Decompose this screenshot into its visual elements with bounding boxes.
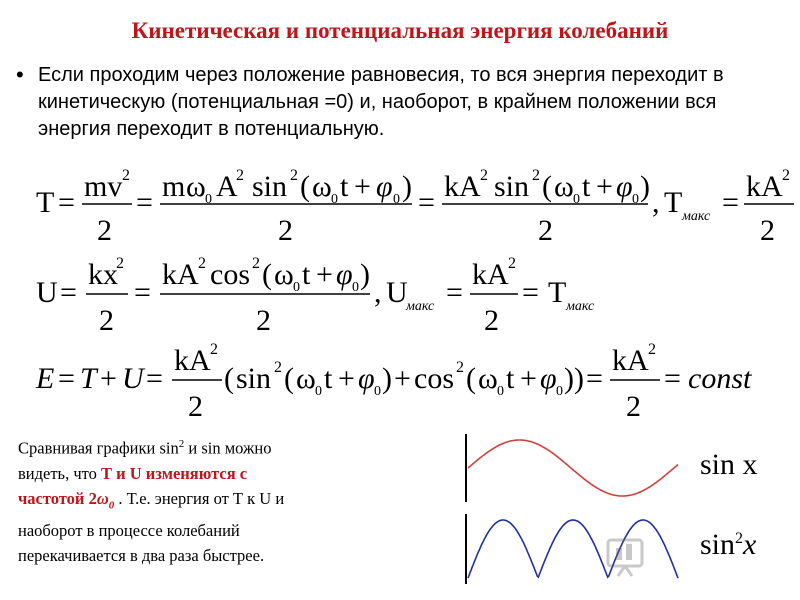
slide-title: Кинетическая и потенциальная энергия колебаний (131, 18, 669, 43)
eq1-frac3-num (444, 167, 650, 207)
explanation-line-1 (18, 432, 438, 461)
eq1-mv: mv (84, 170, 123, 203)
eq1-omega2: ω (312, 170, 332, 203)
eq3-plus4: + (520, 362, 537, 395)
eq3-omega2: ω (478, 362, 498, 395)
eq1-A-sup: 2 (236, 167, 244, 184)
eq1-sin3-sup: 2 (532, 167, 540, 184)
eq3-sin-sup: 2 (274, 359, 282, 376)
sin2-label-a: sin (700, 528, 736, 561)
eq3-cos-sup: 2 (456, 359, 464, 376)
eq1-m: m (162, 170, 186, 203)
eq1-eq4: = (722, 186, 739, 219)
eq1-T: T (36, 186, 55, 219)
equation-row-2 (36, 255, 595, 337)
eq2-Tmax: T (548, 276, 567, 309)
eq2-eq1: = (60, 276, 77, 309)
eq1-t3: t (582, 170, 591, 203)
bullet-dot-icon: • (16, 62, 24, 87)
eq2-kA2-sup: 2 (508, 255, 516, 272)
eq1-paren3-open: ( (542, 170, 552, 203)
sin-curve (468, 440, 678, 496)
eq2-t: t (302, 258, 311, 291)
eq3-p1-close: ) (382, 362, 392, 395)
eq1-eq1: = (58, 186, 75, 219)
eq2-eq2: = (134, 276, 151, 309)
sin2-label-b: x (743, 528, 757, 561)
eq1-frac1-den: 2 (97, 214, 112, 247)
equation-row-3 (35, 341, 752, 423)
eq3-eq2: = (146, 362, 163, 395)
eq1-paren-close: ) (402, 170, 412, 203)
eq3-phi1: φ (358, 362, 375, 395)
eq2-paren-open: ( (262, 258, 272, 291)
eq3-sin: sin (236, 362, 272, 395)
eq1-A: A (216, 170, 238, 203)
eq2-kx-sup: 2 (116, 255, 124, 272)
eq1-sin-sup: 2 (290, 167, 298, 184)
eq3-p1-open: ( (284, 362, 294, 395)
eq1-omega2-sub: 0 (331, 192, 338, 207)
eq1-frac3-den: 2 (538, 214, 553, 247)
eq3-phi2: φ (540, 362, 557, 395)
eq1-omega-sub: 0 (205, 192, 212, 207)
eq3-plus1: + (100, 362, 117, 395)
eq3-cos: cos (414, 362, 454, 395)
eq3-t1: t (324, 362, 333, 395)
explanation-line-1b: и sin можно (184, 438, 272, 458)
eq3-kA-sup: 2 (210, 341, 218, 358)
eq3-frac1-den: 2 (188, 390, 203, 423)
eq2-kA-sup: 2 (198, 255, 206, 272)
eq3-kA: kA (174, 344, 211, 377)
eq3-eq4: = (664, 362, 681, 395)
eq1-paren-open: ( (300, 170, 310, 203)
eq1-t: t (340, 170, 349, 203)
eq3-omega2-sub: 0 (497, 384, 504, 399)
eq2-frac2-num (162, 255, 370, 295)
eq1-sin: sin (252, 170, 288, 203)
eq1-frac4-den: 2 (760, 214, 775, 247)
equation-row-1 (36, 167, 794, 247)
explanation-line-5: перекачивается в два раза быстрее. (18, 545, 265, 565)
eq1-phi3: φ (616, 170, 633, 203)
eq1-sin3: sin (494, 170, 530, 203)
eq1-phi-sub: 0 (393, 192, 400, 207)
eq2-frac1-den: 2 (99, 304, 114, 337)
eq1-frac2-den: 2 (278, 214, 293, 247)
eq2-kx: kx (88, 258, 118, 291)
eq2-eq4: = (522, 276, 539, 309)
eq2-omega-sub: 0 (293, 280, 300, 295)
sin2-label-sup: 2 (735, 530, 744, 547)
eq1-kA-sup: 2 (480, 167, 488, 184)
eq2-kA2: kA (472, 258, 509, 291)
explanation-line-1a: Сравнивая графики sin (18, 438, 179, 458)
eq2-comma: , (374, 276, 382, 309)
eq3-t2: t (506, 362, 515, 395)
eq2-kA: kA (162, 258, 199, 291)
eq2-U: U (36, 276, 58, 309)
explanation-line-1-sup: 2 (178, 438, 185, 450)
explanation-line-2a: видеть, что (18, 463, 101, 483)
eq2-Umax: U (386, 276, 408, 309)
eq3-phi2-sub: 0 (556, 384, 563, 399)
eq1-omega3-sub: 0 (573, 192, 580, 207)
eq1-phi3-sub: 0 (632, 192, 639, 207)
eq2-cos-sup: 2 (252, 255, 260, 272)
eq1-mv-sup: 2 (122, 167, 130, 184)
eq2-omega: ω (274, 258, 294, 291)
presentation-watermark-icon (604, 532, 794, 580)
eq3-eq1: = (58, 362, 75, 395)
eq3-p2-open: ( (466, 362, 476, 395)
eq1-kA: kA (444, 170, 481, 203)
eq3-plus3: + (394, 362, 411, 395)
eq2-cos: cos (210, 258, 250, 291)
explanation-text (18, 432, 438, 568)
eq1-eq2: = (136, 186, 153, 219)
eq1-omega3: ω (554, 170, 574, 203)
eq3-big-paren-open: ( (224, 362, 234, 395)
eq2-phi-sub: 0 (352, 280, 359, 295)
explanation-line-3 (18, 486, 438, 518)
explanation-line-2-red: Т и U изменяются с (101, 463, 248, 483)
eq1-paren3-close: ) (640, 170, 650, 203)
eq2-plus: + (316, 258, 333, 291)
eq3-big-paren-close: ) (574, 362, 584, 395)
eq3-T: T (80, 362, 97, 395)
eq3-plus2: + (338, 362, 355, 395)
explanation-line-2 (18, 461, 438, 486)
eq2-paren-close: ) (360, 258, 370, 291)
explanation-line-3b: . Т.е. энергия от Т к U и (114, 488, 285, 508)
eq1-Tmax-sub: макс (682, 209, 711, 224)
eq1-plus: + (354, 170, 371, 203)
eq2-Tmax-sub: макс (566, 299, 595, 314)
eq3-kA2: kA (612, 344, 649, 377)
eq2-phi: φ (336, 258, 353, 291)
sin-label: sin x (700, 448, 758, 481)
eq1-frac2-num (162, 167, 412, 207)
eq1-kA2: kA (746, 170, 783, 203)
eq1-plus3: + (596, 170, 613, 203)
eq2-frac2-den: 2 (256, 304, 271, 337)
eq3-omega1: ω (296, 362, 316, 395)
eq3-kA2-sup: 2 (648, 341, 656, 358)
eq3-U: U (122, 362, 144, 395)
bullet-text: Если проходим через положение равновесия, то вся энергия переходит в кинетическую (потенциальная =0) и, наоборот, в крайнем положении вся энергия переходит в потенциальную. (38, 64, 724, 140)
eq3-eq3: = (586, 362, 603, 395)
eq3-omega1-sub: 0 (315, 384, 322, 399)
eq1-omega: ω (186, 170, 206, 203)
eq1-phi: φ (376, 170, 393, 203)
eq2-Umax-sub: макс (406, 299, 435, 314)
eq3-frac2-den: 2 (626, 390, 641, 423)
eq3-phi1-sub: 0 (374, 384, 381, 399)
explanation-line-4: наоборот в процессе колебаний (18, 520, 240, 540)
eq3-E: E (36, 362, 55, 395)
explanation-line-3-omega: ω (96, 488, 109, 508)
explanation-line-3-sub: 0 (108, 498, 115, 511)
eq2-frac3-den: 2 (484, 304, 499, 337)
eq1-Tmax: T (664, 186, 683, 219)
eq1-kA2-sup: 2 (782, 167, 790, 184)
eq2-eq3: = (446, 276, 463, 309)
eq1-eq3: = (418, 186, 435, 219)
eq3-p2-close: ) (564, 362, 574, 395)
explanation-line-3-red: частотой 2 (18, 488, 97, 508)
eq3-const: const (688, 362, 752, 395)
eq1-comma: , (652, 186, 660, 219)
